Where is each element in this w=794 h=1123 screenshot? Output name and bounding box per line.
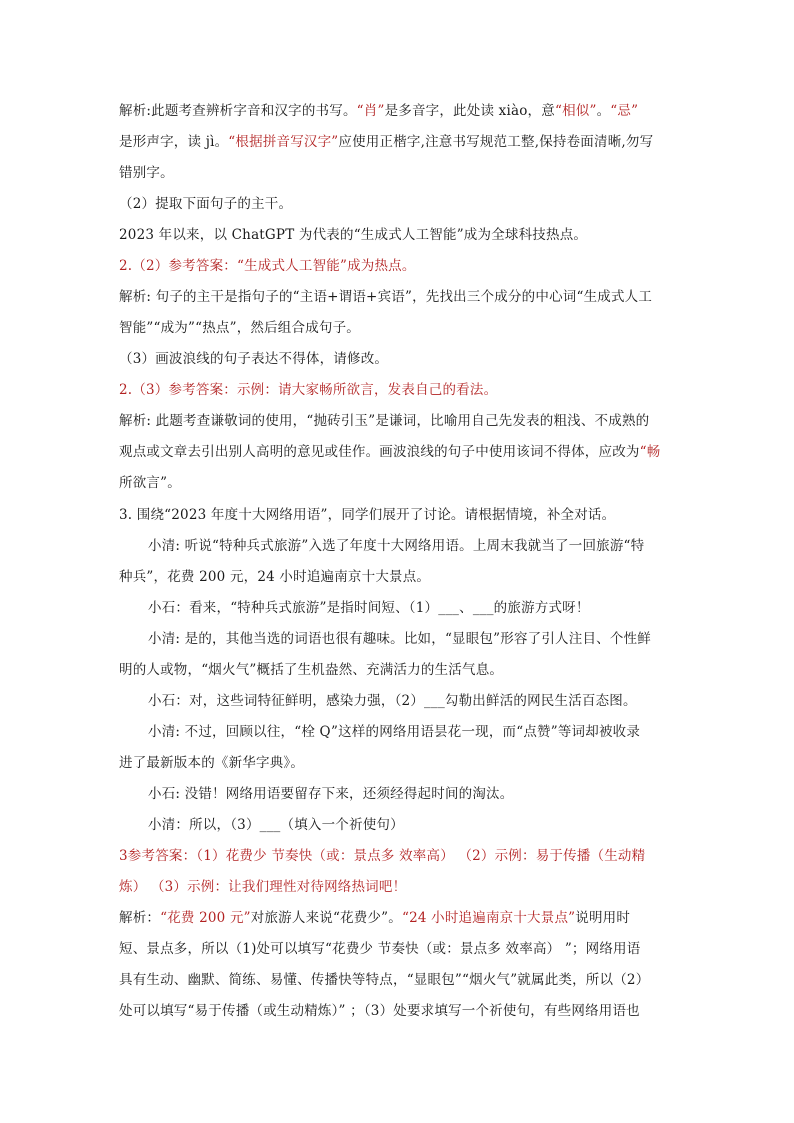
text-line [119, 939, 640, 959]
text-line [119, 1001, 640, 1021]
answer-text: 2.（2）参考答案：“生成式人工智能”成为热点。 [119, 258, 416, 274]
text-line [148, 629, 651, 649]
body-text: 小清: 不过，回顾以往，“栓 Q”这样的网络用语昙花一现，而“点赞”等词却被收录 [148, 724, 641, 740]
text-line [119, 101, 638, 121]
answer-text: “花费 200 元” [160, 910, 251, 926]
body-text: 小石：对，这些词特征鲜明，感染力强，（2） [148, 693, 425, 709]
answer-text: “根据拼音写汉字” [228, 134, 339, 150]
text-line [119, 442, 660, 462]
body-text: 错别字。 [119, 165, 174, 181]
text-line [119, 411, 649, 431]
body-text: 解析: 此题考查谦敬词的使用，“抛砖引玉”是谦词，比喻用自己先发表的粗浅、不成熟的 [119, 413, 650, 429]
answer-text: “相似” [554, 103, 597, 119]
fill-blank: ___ [259, 817, 281, 833]
text-line [148, 784, 513, 804]
body-text: 小清: 听说“特种兵式旅游”入选了年度十大网络用语。上周末我就当了一回旅游“特 [148, 538, 645, 554]
body-text: 是多音字，此处读 xiào，意 [384, 103, 555, 119]
body-text: 勾勒出鲜活的网民生活百态图。 [444, 693, 637, 709]
body-text: 是形声字，读 jì。 [119, 134, 229, 150]
body-text: 智能”“成为”“热点”，然后组合成句子。 [119, 320, 361, 336]
text-line [119, 256, 416, 276]
answer-text: “畅 [639, 444, 661, 460]
body-text: 小石：看来，“特种兵式旅游”是指时间短、（1） [148, 600, 439, 616]
body-text: （2）提取下面句子的主干。 [119, 196, 293, 212]
body-text: 明的人或物，“烟火气”概括了生机盎然、充满活力的生活气息。 [119, 662, 504, 678]
text-line [148, 536, 644, 556]
text-line [148, 815, 404, 835]
answer-text: “肖” [356, 103, 385, 119]
text-line [119, 970, 649, 990]
body-text: 观点或文章去引出别人高明的意见或佳作。画波浪线的句子中使用该词不得体，应改为 [119, 444, 640, 460]
fill-blank: ___ [424, 693, 445, 709]
body-text: 小清：所以，（3） [148, 817, 260, 833]
body-text: 解析:此题考查辨析字音和汉字的书写。 [119, 103, 357, 119]
answer-text: “忌” [610, 103, 639, 119]
text-line [119, 349, 388, 369]
answer-text: 3参考答案：（1）花费少 节奏快（或：景点多 效率高） （2）示例：易于传播（生动精 [119, 848, 646, 864]
body-text: 说明用时 [575, 910, 631, 926]
body-text: （3）画波浪线的句子表达不得体，请修改。 [119, 351, 389, 367]
body-text: 具有生动、幽默、简练、易懂、传播快等特点，“显眼包”“烟火气”就属此类，所以（2） [119, 972, 650, 988]
text-line [119, 567, 430, 587]
body-text: 处可以填写“易于传播（或生动精炼）” ；（3）处要求填写一个祈使句，有些网络用语也 [119, 1003, 640, 1019]
body-text: 、 [459, 600, 473, 616]
body-text: 2023 年以来，以 ChatGPT 为代表的“生成式人工智能”成为全球科技热点。 [119, 227, 588, 243]
text-line [119, 473, 181, 493]
answer-text: 2.（3）参考答案：示例：请大家畅所欲言，发表自己的看法。 [119, 382, 498, 398]
answer-text: 炼） （3）示例：让我们理性对待网络热词吧！ [119, 879, 407, 895]
body-text: （填入一个祈使句） [280, 817, 404, 833]
body-text: 小清: 是的，其他当选的词语也很有趣味。比如，“显眼包”形容了引人注目、个性鲜 [148, 631, 651, 647]
text-line [119, 194, 292, 214]
body-text: 短、景点多，所以（1)处可以填写“花费少 节奏快（或：景点多 效率高） ”；网络用语 [119, 941, 641, 957]
text-line [148, 722, 640, 742]
text-line [119, 877, 406, 897]
text-line [119, 753, 304, 773]
text-line [119, 287, 652, 307]
body-text: 解析: 句子的主干是指句子的“主语+谓语+宾语”，先找出三个成分的中心词“生成式人工 [119, 289, 653, 305]
body-text: 应使用正楷字,注意书写规范工整,保持卷面清晰,勿写 [338, 134, 654, 150]
body-text: 进了最新版本的《新华字典》。 [119, 755, 305, 771]
text-line [148, 598, 590, 618]
body-text: 。 [596, 103, 611, 119]
text-line [119, 846, 645, 866]
text-line [119, 163, 174, 183]
fill-blank: ___ [472, 600, 494, 616]
body-text: 所欲言”。 [119, 475, 181, 491]
body-text: 解析： [119, 910, 161, 926]
body-text: 的旅游方式呀！ [493, 600, 590, 616]
text-line [148, 691, 637, 711]
body-text: 3. 围绕“2023 年度十大网络用语”，同学们展开了讨论。请根据情境，补全对话。 [119, 507, 616, 523]
text-line [119, 908, 630, 928]
fill-blank: ___ [438, 600, 460, 616]
text-line [119, 225, 587, 245]
text-line [119, 318, 360, 338]
answer-text: “24 小时追遍南京十大景点” [401, 910, 576, 926]
body-text: 种兵”，花费 200 元，24 小时追遍南京十大景点。 [119, 569, 431, 585]
text-line [119, 660, 503, 680]
text-line [119, 132, 653, 152]
body-text: 对旅游人来说“花费少”。 [250, 910, 402, 926]
body-text: 小石: 没错！网络用语要留存下来，还须经得起时间的淘汰。 [148, 786, 514, 802]
text-line [119, 380, 497, 400]
text-line [119, 505, 615, 525]
